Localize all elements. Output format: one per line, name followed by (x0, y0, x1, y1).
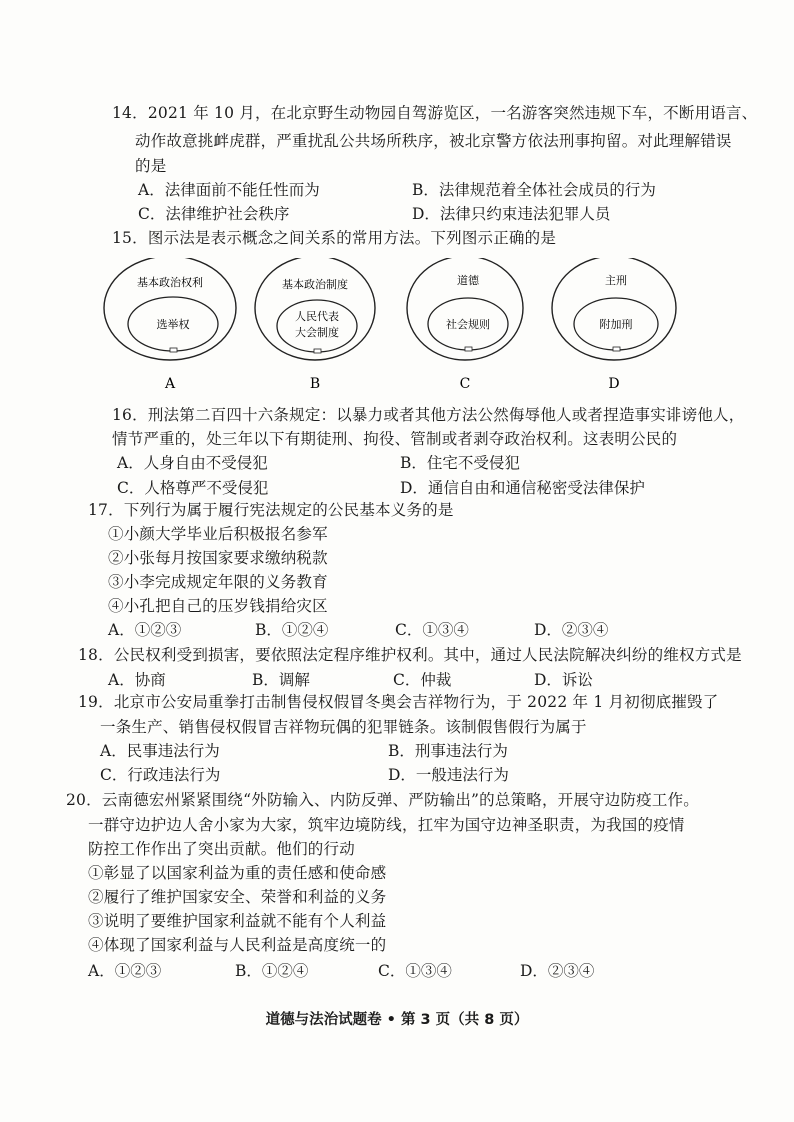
q14-option-d[interactable]: D．法律只约束违法犯罪人员 (412, 205, 611, 223)
q15-d-outer-label: 主刑 (605, 274, 627, 287)
q14-stem-line-1: 14．2021 年 10 月，在北京野生动物园自驾游览区，一名游客突然违规下车，不断用语言、 (112, 104, 758, 122)
q18-option-b[interactable]: B．调解 (252, 671, 310, 689)
q20-stem-line-1: 20．云南德宏州紧紧围绕“外防输入、内防反弹、严防输出”的总策略，开展守边防疫工作。 (66, 791, 699, 809)
q17-item-1: ①小颜大学毕业后积极报名参军 (108, 525, 328, 543)
q20-item-4: ④体现了国家利益与人民利益是高度统一的 (88, 936, 387, 954)
q17-item-3: ③小李完成规定年限的义务教育 (108, 573, 328, 591)
q20-option-a[interactable]: A．①②③ (88, 962, 162, 980)
q15-b-inner-label-1: 人民代表 (295, 310, 339, 323)
q15-a-outer-label: 基本政治权利 (137, 276, 203, 289)
q15-d-inner-label: 附加刑 (599, 318, 633, 331)
q15-c-inner-label: 社会规则 (446, 318, 490, 331)
q19-option-d[interactable]: D．一般违法行为 (388, 766, 509, 784)
q19-option-c[interactable]: C．行政违法行为 (100, 766, 221, 784)
page-footer: 道德与法治试题卷 • 第 3 页（共 8 页） (265, 1012, 529, 1028)
q17-item-4: ④小孔把自己的压岁钱捐给灾区 (108, 597, 328, 615)
q19-stem-line-1: 19．北京市公安局重拳打击制售侵权假冒冬奥会吉祥物行为，于 2022 年 1 月初彻底摧毁了 (78, 693, 719, 711)
q20-item-1: ①彰显了以国家利益为重的责任感和使命感 (88, 864, 387, 882)
q18-option-a[interactable]: A．协商 (108, 671, 166, 689)
q15-a-letter: A (164, 376, 176, 392)
q19-stem-line-2: 一条生产、销售侵权假冒吉祥物玩偶的犯罪链条。该制假售假行为属于 (100, 718, 587, 736)
q16-stem-line-1: 16．刑法第二百四十六条规定：以暴力或者其他方法公然侮辱他人或者捏造事实诽谤他人， (112, 406, 745, 424)
q15-venn-diagrams (100, 258, 700, 408)
q18-stem: 18．公民权利受到损害，要依照法定程序维护权利。其中，通过人民法院解决纠纷的维权方式是 (78, 646, 742, 664)
q17-option-a[interactable]: A．①②③ (108, 621, 182, 639)
q15-a-inner-label: 选举权 (156, 318, 190, 331)
q18-option-d[interactable]: D．诉讼 (534, 671, 593, 689)
q17-option-d[interactable]: D．②③④ (534, 621, 609, 639)
q17-option-b[interactable]: B．①②④ (255, 621, 329, 639)
q16-option-b[interactable]: B．住宅不受侵犯 (400, 454, 520, 472)
q15-d-letter: D (608, 376, 620, 392)
q15-diagram-a[interactable] (104, 258, 236, 392)
q17-option-c[interactable]: C．①③④ (395, 621, 469, 639)
q20-stem-line-2: 一群守边护边人舍小家为大家，筑牢边境防线，扛牢为国守边神圣职责，为我国的疫情 (88, 816, 685, 834)
q20-item-2: ②履行了维护国家安全、荣誉和利益的义务 (88, 888, 387, 906)
q20-option-c[interactable]: C．①③④ (378, 962, 452, 980)
q16-option-c[interactable]: C．人格尊严不受侵犯 (117, 479, 269, 497)
q15-diagram-c[interactable] (407, 258, 523, 392)
q17-item-2: ②小张每月按国家要求缴纳税款 (108, 549, 328, 567)
q16-option-a[interactable]: A．人身自由不受侵犯 (117, 454, 268, 472)
q19-option-b[interactable]: B．刑事违法行为 (388, 742, 508, 760)
q15-b-letter: B (309, 376, 321, 392)
q20-option-d[interactable]: D．②③④ (520, 962, 595, 980)
q14-option-b[interactable]: B．法律规范着全体社会成员的行为 (412, 181, 656, 199)
q14-option-a[interactable]: A．法律面前不能任性而为 (138, 181, 320, 199)
q15-diagram-b[interactable] (255, 258, 375, 392)
q20-stem-line-3: 防控工作作出了突出贡献。他们的行动 (88, 840, 355, 858)
q15-c-outer-label: 道德 (457, 274, 479, 287)
q15-c-letter: C (459, 376, 471, 392)
q20-option-b[interactable]: B．①②④ (235, 962, 309, 980)
q14-stem-line-2: 动作故意挑衅虎群，严重扰乱公共场所秩序，被北京警方依法刑事拘留。对此理解错误 (135, 132, 732, 150)
q18-option-c[interactable]: C．仲裁 (393, 671, 452, 689)
q20-item-3: ③说明了要维护国家利益就不能有个人利益 (88, 912, 387, 930)
q16-stem-line-2: 情节严重的，处三年以下有期徒刑、拘役、管制或者剥夺政治权利。这表明公民的 (112, 430, 678, 448)
q14-stem-line-3: 的是 (135, 157, 167, 175)
q14-option-c[interactable]: C．法律维护社会秩序 (138, 205, 290, 223)
q19-option-a[interactable]: A．民事违法行为 (100, 742, 220, 760)
q17-stem: 17．下列行为属于履行宪法规定的公民基本义务的是 (88, 501, 454, 519)
q15-stem: 15．图示法是表示概念之间关系的常用方法。下列图示正确的是 (112, 229, 557, 247)
q15-b-outer-label: 基本政治制度 (282, 278, 348, 291)
q16-option-d[interactable]: D．通信自由和通信秘密受法律保护 (400, 479, 645, 497)
q15-b-inner-label-2: 大会制度 (295, 326, 339, 339)
q15-diagram-d[interactable] (552, 258, 676, 392)
